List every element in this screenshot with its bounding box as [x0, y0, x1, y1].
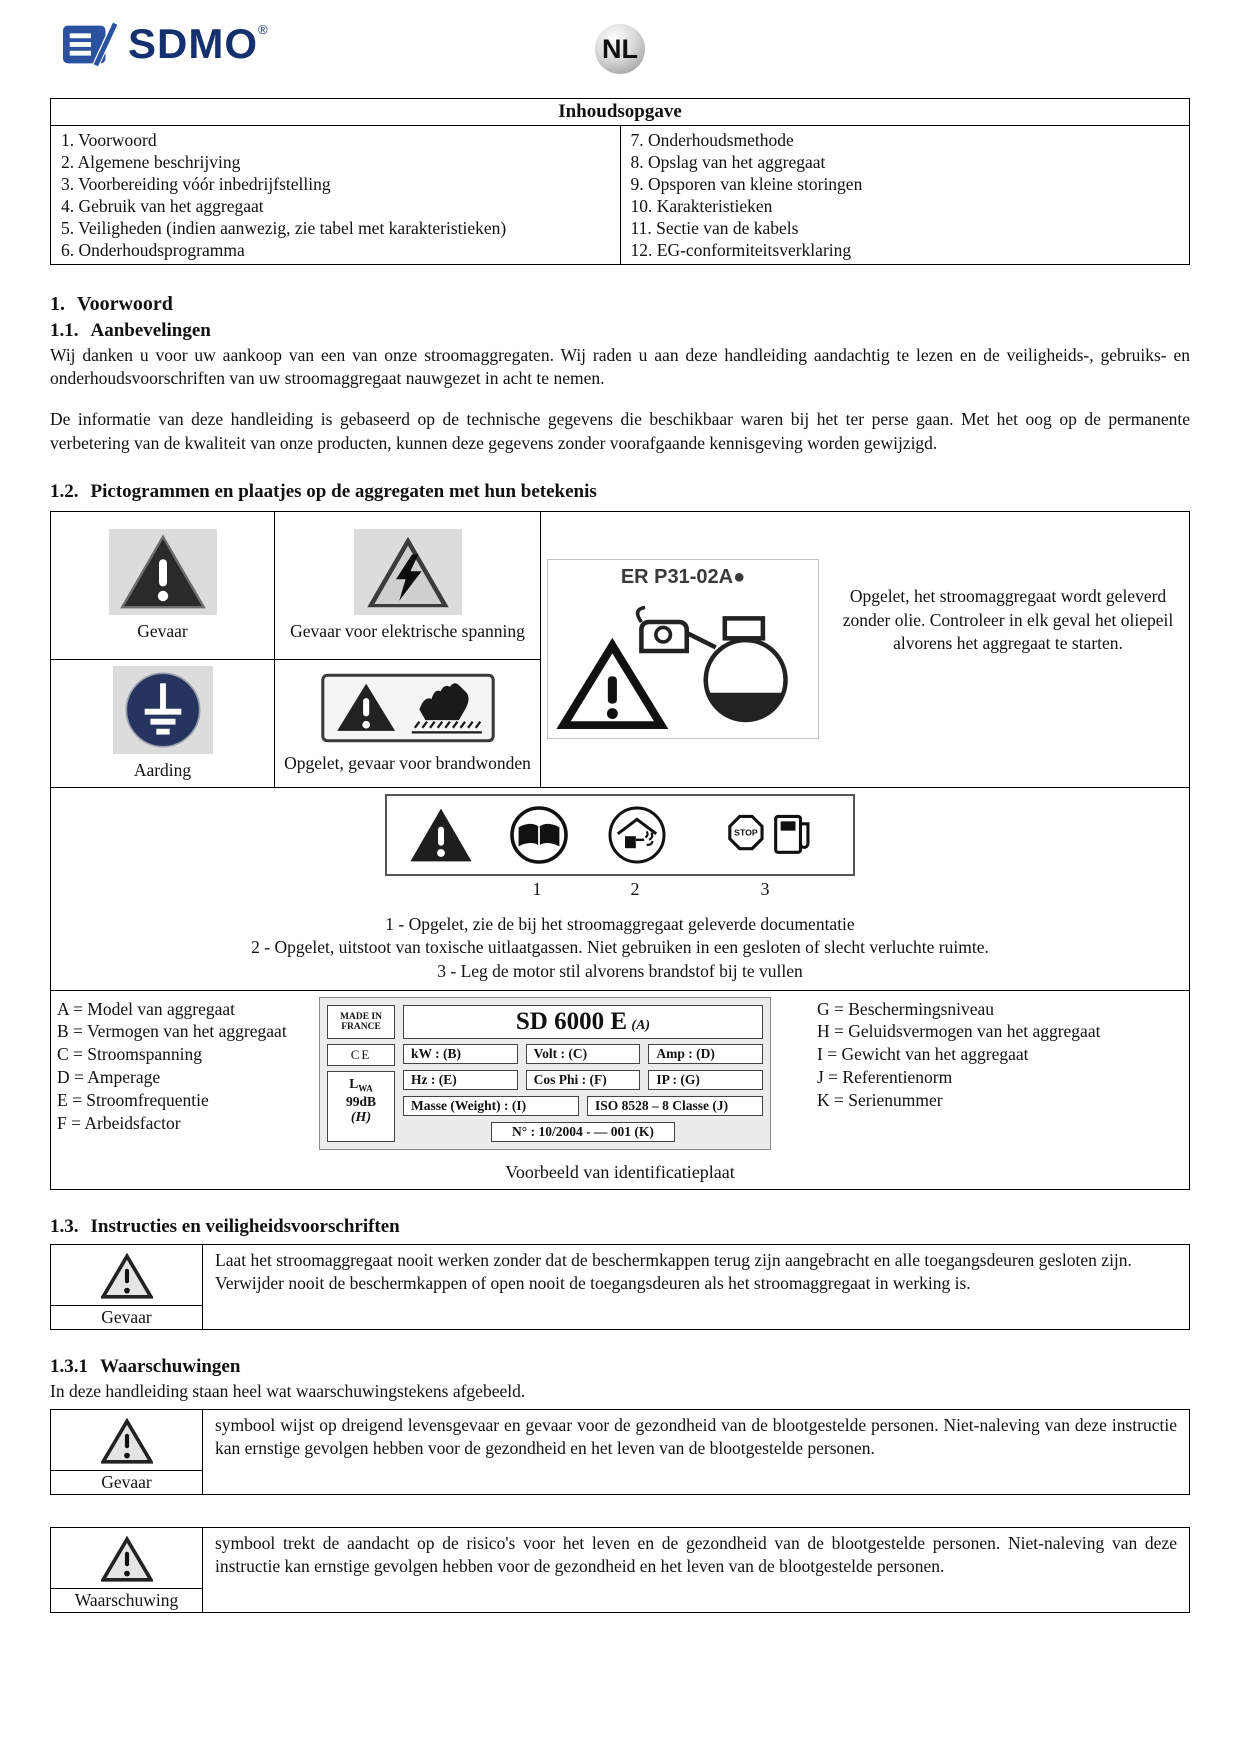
- section-1-3-1-title: Waarschuwingen: [100, 1355, 241, 1377]
- plate-field: Hz : (E): [403, 1070, 518, 1090]
- toc-item: 1. Voorwoord: [61, 130, 157, 150]
- danger-label: Gevaar: [51, 1305, 202, 1329]
- toc-item: 5. Veiligheden (indien aanwezig, zie tabel met karakteristieken): [61, 218, 507, 239]
- plate-serial-field: N° : 10/2004 - — 001 (K): [491, 1122, 675, 1142]
- table-of-contents: [50, 98, 1190, 265]
- toc-item: 3. Voorbereiding vóór inbedrijfstelling: [61, 174, 331, 195]
- registered-mark: ®: [258, 22, 269, 37]
- section-1-2-number: 1.2.: [50, 480, 79, 502]
- plate-legend-right: [783, 997, 1183, 1113]
- plate-field: Cos Phi : (F): [526, 1070, 641, 1090]
- legend-item: H = Geluidsvermogen van het aggregaat: [817, 1021, 1101, 1042]
- toc-item: 8. Opslag van het aggregaat: [630, 152, 826, 173]
- toc-item: 4. Gebruik van het aggregaat: [61, 196, 264, 217]
- section-1-2-title: Pictogrammen en plaatjes op de aggregaten met hun betekenis: [90, 480, 597, 502]
- toc-right-column: [620, 126, 1190, 265]
- warning-triangle-icon: [51, 1410, 202, 1470]
- legend-item: E = Stroomfrequentie: [57, 1090, 209, 1111]
- legend-item: B = Vermogen van het aggregaat: [57, 1021, 287, 1042]
- legend-item: K = Serienummer: [817, 1090, 943, 1111]
- oil-filling-illustration: [556, 593, 812, 729]
- spacer: [50, 1495, 1190, 1521]
- identification-plate: [319, 997, 771, 1150]
- exhaust-gas-icon: [599, 805, 675, 865]
- section-1-3-number: 1.3.: [50, 1215, 79, 1237]
- electric-pictogram-cell: [275, 511, 541, 659]
- section-1-2-heading: [50, 481, 1190, 503]
- toc-item: 7. Onderhoudsmethode: [630, 130, 794, 150]
- legend-item: G = Beschermingsniveau: [817, 998, 995, 1019]
- pictogram-captions: [57, 913, 1183, 984]
- danger-notice-text: [203, 1244, 1190, 1329]
- plate-field: IP : (G): [648, 1070, 763, 1090]
- sdmo-logo: [62, 20, 269, 68]
- stop-text: STOP: [734, 827, 758, 838]
- plate-model: SD 6000 E: [515, 1007, 628, 1035]
- paragraph: Wij danken u voor uw aankoop van een van onze stroomaggregaten. Wij raden u aan deze handleiding aandachtig te lezen en de veiligheids-, gebruiks- en onderhoudsvoorschriften van uw stroomaggregaat nauwgezet in acht te nemen.: [50, 345, 1190, 389]
- section-1-1-title: Aanbevelingen: [90, 320, 211, 342]
- lwa-symbol: L: [349, 1075, 359, 1091]
- lwa-subscript: WA: [358, 1083, 373, 1094]
- burn-hazard-label: Opgelet, gevaar voor brandwonden: [284, 752, 531, 773]
- language-badge: [595, 24, 645, 74]
- electric-hazard-label: Gevaar voor elektrische spanning: [290, 620, 525, 641]
- caution-warning-table: [50, 1527, 1190, 1613]
- plate-reference-label: ER P31-02A●: [620, 566, 746, 589]
- stop-refuel-icon: [697, 804, 837, 866]
- toc-item: 12. EG-conformiteitsverklaring: [630, 240, 852, 261]
- caution-icon-cell: [51, 1527, 203, 1612]
- plate-field: Masse (Weight) : (I): [403, 1096, 579, 1116]
- pictogram-strip-cell: [51, 787, 1190, 990]
- warnings-intro: In deze handleiding staan heel wat waarschuwingstekens afgebeeld.: [50, 1380, 526, 1401]
- legend-item: F = Arbeidsfactor: [57, 1112, 181, 1133]
- pictogram-strip: [385, 794, 855, 876]
- legend-item: C = Stroomspanning: [57, 1044, 203, 1065]
- oil-warning-cell: [541, 511, 1190, 787]
- caution-label: Waarschuwing: [51, 1588, 202, 1612]
- pictogram-table: [50, 511, 1190, 1190]
- lwa-value: 99dB: [345, 1094, 376, 1110]
- toc-item: 6. Onderhoudsprogramma: [61, 240, 245, 261]
- plate-legend-left: [57, 997, 307, 1136]
- warning-triangle-icon: [51, 1245, 202, 1305]
- plate-field: kW : (B): [403, 1044, 518, 1064]
- section-1-3-1-heading: [50, 1356, 1190, 1378]
- lwa-ref: (H): [350, 1110, 372, 1126]
- section-1-1-number: 1.1.: [50, 320, 79, 342]
- sdmo-logo-icon: [62, 20, 120, 68]
- danger-pictogram-cell: [51, 511, 275, 659]
- oil-warning-image: [547, 559, 819, 739]
- ground-pictogram-cell: [51, 659, 275, 787]
- ce-mark: CE: [327, 1044, 395, 1066]
- burn-hazard-icon: [320, 727, 496, 747]
- caution-warning-text: symbool trekt de aandacht op de risico's voor het leven en de gezondheid van de blootgestelde personen. Niet-naleving van deze instructie kan ernstige gevolgen hebben voor de gezondheid en het leven van de blootgestelde personen.: [203, 1527, 1190, 1612]
- toc-item: 10. Karakteristieken: [630, 196, 773, 217]
- paragraph: De informatie van deze handleiding is gebaseerd op de technische gegevens die beschikbaar waren bij het ter perse gaan. Met het oog op de permanente verbetering van de kwaliteit van onze producten, kunnen deze gegevens zonder voorafgaande kennisgeving worden gewijzigd.: [50, 409, 1190, 453]
- plate-field: Amp : (D): [648, 1044, 763, 1064]
- caption-1: 1 - Opgelet, zie de bij het stroomaggregaat geleverde documentatie: [385, 913, 855, 934]
- noise-level-box: [327, 1071, 395, 1142]
- pictogram-number-3: 3: [760, 878, 770, 899]
- plate-caption: Voorbeeld van identificatieplaat: [505, 1161, 735, 1182]
- notice-line: Verwijder nooit de beschermkappen of open nooit de toegangsdeuren als het stroomaggregaat in werking is.: [215, 1273, 971, 1294]
- toc-item: 11. Sectie van de kabels: [630, 218, 799, 239]
- oil-warning-text: Opgelet, het stroomaggregaat wordt geleverd zonder olie. Controleer in elk geval het oliepeil alvorens het aggregaat te starten.: [842, 586, 1174, 654]
- documentation-icon: [501, 805, 577, 865]
- pictogram-number-1: 1: [532, 878, 542, 899]
- notice-line: Laat het stroomaggregaat nooit werken zonder dat de beschermkappen terug zijn aangebracht en alle toegangsdeuren gesloten zijn.: [215, 1249, 1132, 1270]
- toc-item: 2. Algemene beschrijving: [61, 152, 241, 173]
- danger-warning-table: [50, 1409, 1190, 1495]
- section-1-3-heading: [50, 1216, 1190, 1238]
- ground-icon: [113, 666, 213, 754]
- legend-item: J = Referentienorm: [817, 1067, 953, 1088]
- danger-icon-cell: [51, 1244, 203, 1329]
- toc-left-column: [51, 126, 621, 265]
- caption-2: 2 - Opgelet, uitstoot van toxische uitlaatgassen. Niet gebruiken in een gesloten of slecht verluchte ruimte.: [251, 937, 989, 958]
- danger-notice-table: [50, 1244, 1190, 1330]
- identification-plate-cell: [51, 990, 1190, 1189]
- ground-label: Aarding: [133, 759, 192, 780]
- legend-item: I = Gewicht van het aggregaat: [817, 1044, 1029, 1065]
- toc-title: Inhoudsopgave: [51, 99, 1190, 126]
- plate-model-ref: (A): [631, 1017, 651, 1033]
- section-1-number: 1.: [50, 293, 65, 316]
- legend-item: D = Amperage: [57, 1067, 161, 1088]
- section-1-heading: [50, 293, 1190, 316]
- danger-triangle-icon: [109, 529, 217, 615]
- section-1-title: Voorwoord: [77, 293, 173, 316]
- language-badge-text: NL: [602, 33, 638, 64]
- danger-label: Gevaar: [137, 620, 188, 641]
- electric-hazard-icon: [354, 529, 462, 615]
- pictogram-number-2: 2: [630, 878, 640, 899]
- warning-triangle-icon: [51, 1528, 202, 1588]
- danger-label: Gevaar: [51, 1470, 202, 1494]
- legend-item: A = Model van aggregaat: [57, 998, 236, 1019]
- warning-triangle-icon: [403, 806, 479, 864]
- section-1-3-1-number: 1.3.1: [50, 1355, 88, 1377]
- danger-icon-cell: [51, 1409, 203, 1494]
- section-1-3-title: Instructies en veiligheidsvoorschriften: [90, 1215, 400, 1237]
- pictogram-numbers: [385, 876, 855, 900]
- burn-pictogram-cell: [275, 659, 541, 787]
- made-in-france-label: MADE IN FRANCE: [327, 1005, 395, 1039]
- plate-field: ISO 8528 – 8 Classe (J): [587, 1096, 763, 1116]
- danger-warning-text: symbool wijst op dreigend levensgevaar en gevaar voor de gezondheid van de blootgestelde personen. Niet-naleving van deze instructie kan ernstige gevolgen hebben voor de gezondheid en het leven van de blootgestelde personen.: [203, 1409, 1190, 1494]
- caption-3: 3 - Leg de motor stil alvorens brandstof bij te vullen: [437, 960, 803, 981]
- plate-model-box: [403, 1005, 763, 1039]
- logo-text: SDMO®: [128, 20, 269, 67]
- document-header: [50, 16, 1190, 88]
- toc-item: 9. Opsporen van kleine storingen: [630, 174, 863, 195]
- section-1-1-heading: [50, 320, 1190, 342]
- plate-field: Volt : (C): [526, 1044, 641, 1064]
